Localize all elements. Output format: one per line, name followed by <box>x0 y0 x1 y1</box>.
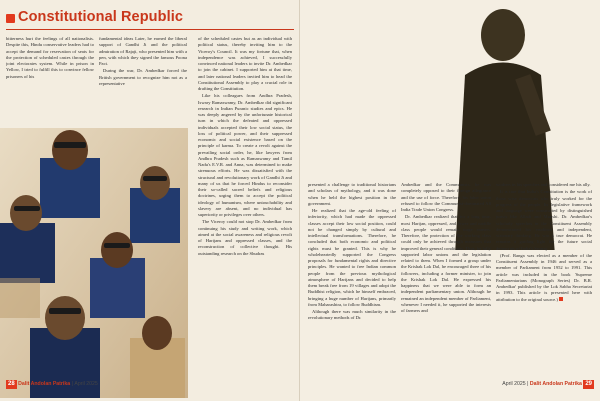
paragraph: Like his colleagues from Andhra Pradesh, Iswary Ramaswamy, Dr. Ambedkar did significant research in Indian Puranic studies and epics. He was deeply angered by the unfortunate historical turn in which the defeated and oppressed individuals accepted their low social status, the loss of political power, and their suppressed economic and social existence based on the principle of karma. To create a revolt against the prevailing social order, he, like lawyers from Andhra Pradesh such as Ramaswamy and Tamil Nadu's E.V.R. and Anna, was determined to make strenuous efforts. He was dissatisfied with the structural and revolutionary work of Gandhi Ji and many of us that he forced Hindus to reconsider their so-called sacred beliefs and religious doctrines, urging them to accept the political ideology of humanism, where untouchability and slavery are absent, and no individual has superiority or privileges over others. <box>198 93 292 217</box>
paragraph: Dr. Ambedkar realized that for a long time, most Harijan, oppressed, and lower and middle class people would remain wage earners. Therefore, the protection of the working class could only be achieved through measures that improved their general conditions. Thus, he fully supported labor unions and the legislation related to them. When I formed a group under the Krishak Lok Dal, he encouraged three of his followers, including a former minister, to join the Krishak Lok Dal. He expressed his happiness that we were able to form an independent parliamentary union. Although he remained an independent member of Parliament, whenever I needed it, he supported the interests of farmers and <box>401 214 491 313</box>
paragraph: During the war, Dr. Ambedkar forced the British government to recognize him not as a representative <box>99 68 187 86</box>
ambedkar-portraits-illustration <box>0 128 188 398</box>
left-column-3 <box>198 36 292 374</box>
left-column-2 <box>99 36 187 116</box>
issue-date: April 2025 <box>502 381 526 387</box>
issue-date: April 2025 <box>74 381 98 387</box>
author-note <box>496 253 592 303</box>
paragraph: Ambedkar and the Communists, he was completely opposed to their foreign allegiance and the use of force. Therefore, his labor union refused to follow the Communist-dominated All India Trade Union Congress. <box>401 182 491 212</box>
section-marker-icon <box>6 14 15 23</box>
right-page <box>300 0 600 401</box>
paragraph: He realized that the age-old feeling of inferiority, which had made the oppressed classes accept their low social position, could not be changed simply by cultural and intellectual transformations. Therefore, he concluded that both economic and political rights must be granted. This is why he wholeheartedly supported the Congress proposals for fundamental rights and directive principles. He wanted to free Indian common people from the previous mythological atmosphere of Harijans and decided to help them break free from 19 villages and adopt the Buddhist religion, which he himself embraced, bringing a huge number of Harijans, primarily from Maharashtra, to follow Buddhism. <box>308 208 396 307</box>
paragraph: of the scheduled castes but as an individual with political status, thereby inviting him to the Viceroy's Council. It was my fortune that, when independence was achieved, I successfully convinced national leaders to invite Dr. Ambedkar to join the cabinet. I supported him at that time, and later national leaders invited him to head the Constitutional Assembly to play a crucial role in drafting the Constitution. <box>198 36 292 91</box>
paragraph: fundamental ideas Later, he earned the liberal support of Gandhi Ji and the political admiration of Rajaji, who presented him with a pen, with which they signed the famous Poona Pact. <box>99 36 187 66</box>
author-note-text: (Prof. Ranga was elected as a member of the Constituent Assembly in 1946 and served as a member of Parliament from 1952 to 1991. This article was included in the book 'Supreme Parliamentarians (Monograph Series) Dr. B.R. Ambedkar' published by the Lok Sabha Secretariat in 1993. This article is presented here with attribution to the original source.) <box>496 252 592 302</box>
paragraph: presented a challenge to traditional historians and scholars of mythology, and it was done when he held the highest position in the government. <box>308 182 396 206</box>
magazine-name: Dalit Andolan Patrika <box>529 381 582 387</box>
magazine-name: Dalit Andolan Patrika <box>18 381 71 387</box>
right-footer <box>502 378 594 390</box>
end-mark-icon <box>559 297 563 301</box>
left-column-1 <box>6 36 94 116</box>
paragraph: Although there was much similarity in the revolutionary methods of Dr. <box>308 309 396 321</box>
right-column-2 <box>401 182 491 376</box>
page-number: 29 <box>585 380 592 387</box>
left-footer <box>6 378 98 390</box>
footer-separator: | <box>527 381 529 387</box>
footer-separator: | <box>71 381 73 387</box>
page-number: 28 <box>8 380 15 387</box>
paragraph: The Viceroy could not stop Dr. Ambedkar from continuing his study and writing work, which aimed at the social awareness and religious revolt of Harijans and oppressed classes, and the reconstruction of collective thought. His outstanding research on the Shudras <box>198 219 292 256</box>
paragraph: bitterness hurt the feelings of all nationalists. Despite this, Hindu conservative leaders had to accept the demand for reservation of seats for the protection of scheduled castes through the joint electorates system. While in prison in Yellow, I tried to fulfill this to convince fellow prisoners of his <box>6 36 94 79</box>
paragraph: workers in his speeches and considered me his ally. <box>496 182 591 187</box>
right-column-1 <box>308 182 396 376</box>
paragraph: It is true that India's Constitution is the work of those wise democrats who truly worked for the progress of the people. Its legislative framework and language were constructed by distinguished jurists like Alladi and Munshi. Dr. Ambedkar's scholarly speeches in the Constituent Assembly demonstrated his erudition and independent, visionary thinking. He was a true democrat. He remains a guiding light for the future social democrats of India's Swaraj. <box>496 189 592 251</box>
section-title: Constitutional Republic <box>18 9 184 25</box>
header-rule <box>6 29 294 30</box>
right-column-3 <box>496 182 592 376</box>
